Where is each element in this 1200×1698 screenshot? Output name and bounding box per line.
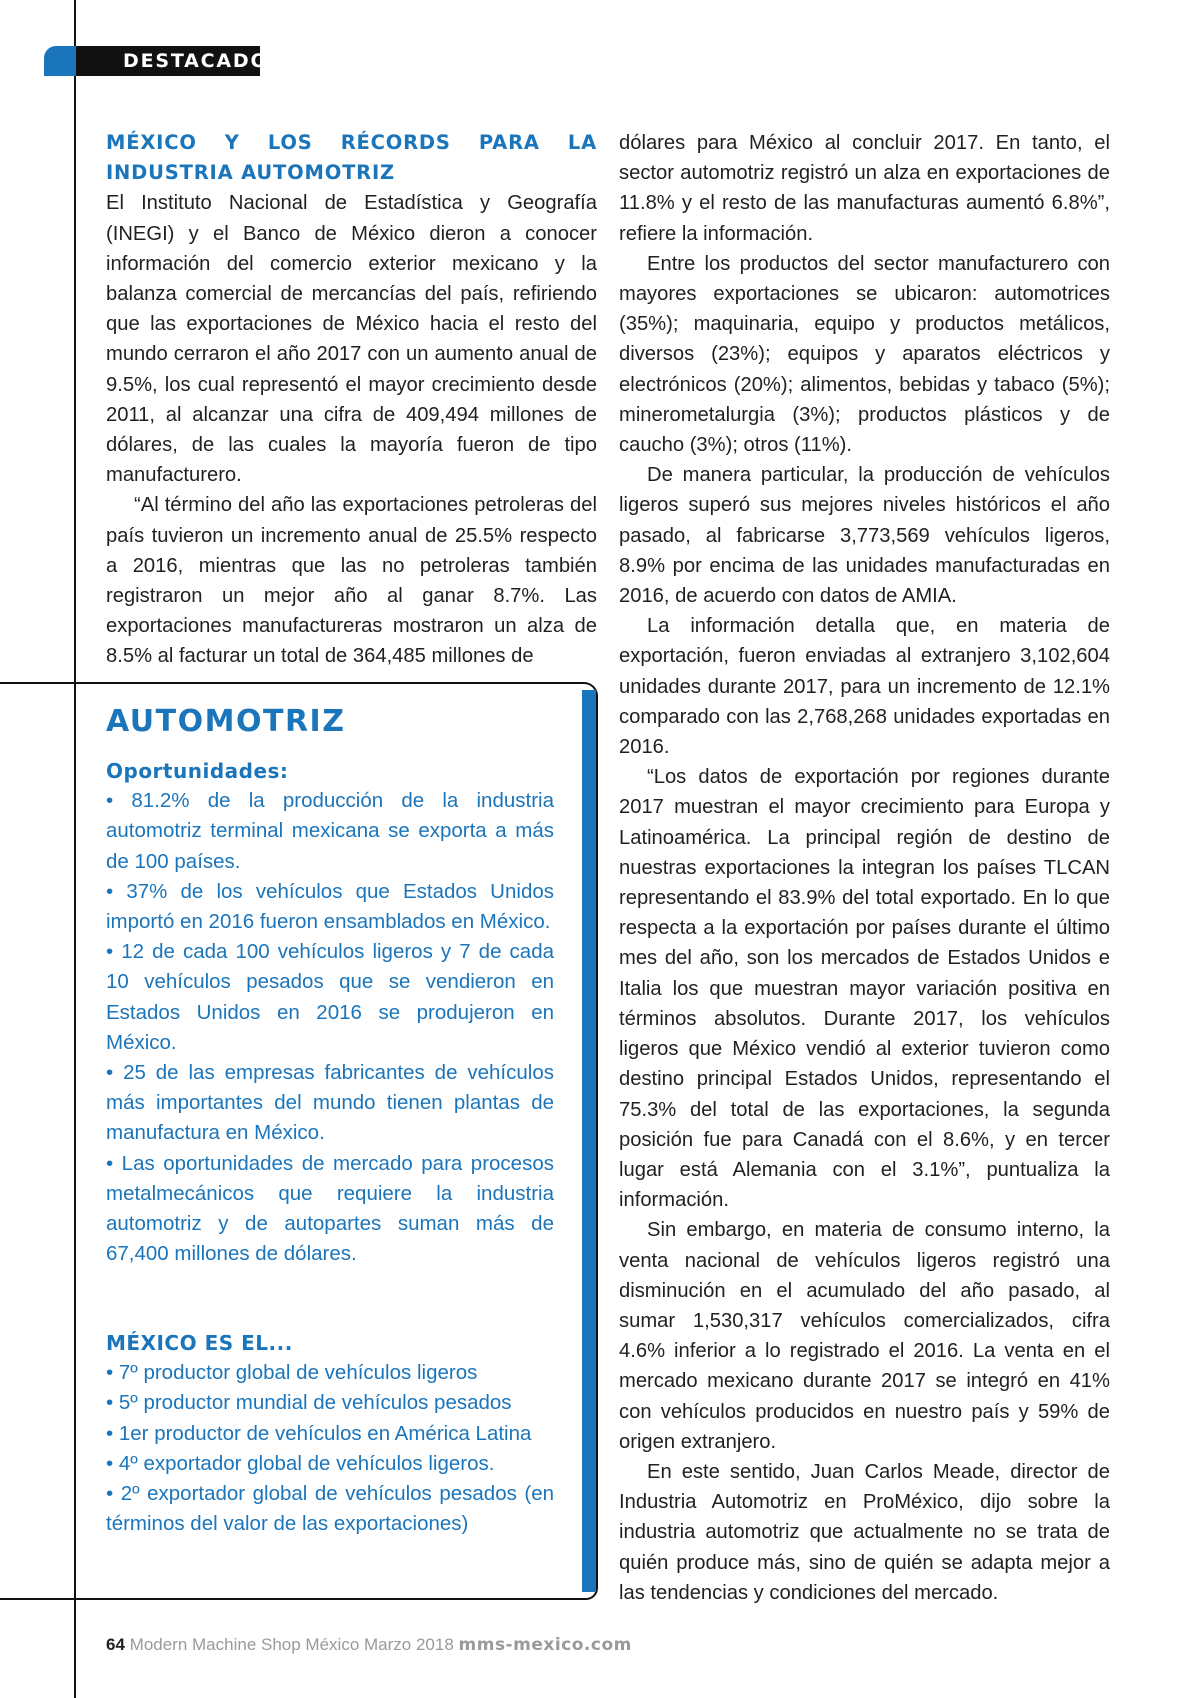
article-paragraph: Sin embargo, en materia de consumo interno, la venta nacional de vehículos ligeros registró una disminución en el acumulado del año pasado, al sumar 1,530,317 vehículos comercializados, cifra 4.6% inferior a lo registrado el 2016. La venta en el mercado mexicano durante 2017 se integró en 41% con vehículos producidos en nuestro país y 59% de origen extranjero. <box>619 1219 1110 1453</box>
list-item: • 37% de los vehículos que Estados Unidos importó en 2016 fueron ensamblados en México. <box>106 879 554 934</box>
website-link[interactable]: mms-mexico.com <box>458 1635 632 1655</box>
mexico-ranking-list <box>106 1328 554 1539</box>
section-tag-label: DESTACADOS <box>123 50 284 72</box>
article-paragraph: En este sentido, Juan Carlos Meade, director de Industria Automotriz en ProMéxico, dijo sobre la industria automotriz que actualmente no se trata de quién produce más, sino de quién se adapta mejor a las tendencias y condiciones del mercado. <box>619 1460 1110 1604</box>
list-item: • 7º productor global de vehículos ligeros <box>106 1361 478 1385</box>
page-footer <box>106 1635 632 1655</box>
sidebar-accent-bar <box>582 690 596 1592</box>
opportunities-heading: Oportunidades: <box>106 759 289 783</box>
sidebar-title: AUTOMOTRIZ <box>106 704 346 739</box>
list-item: • 81.2% de la producción de la industria automotriz terminal mexicana se exporta a más de 100 países. <box>106 789 554 873</box>
article-paragraph: De manera particular, la producción de vehículos ligeros superó sus mejores niveles históricos el año pasado, al fabricarse 3,773,569 vehículos ligeros, 8.9% por encima de las unidades manufacturadas en 2016, de acuerdo con datos de AMIA. <box>619 464 1110 608</box>
list-item: • 1er productor de vehículos en América Latina <box>106 1421 532 1445</box>
article-column-left <box>106 128 597 672</box>
article-paragraph: Entre los productos del sector manufacturero con mayores exportaciones se ubicaron: automotrices (35%); maquinaria, equipo y productos metálicos, diversos (23%); equipos y aparatos eléctricos y electrónicos (20%); alimentos, bebidas y tabaco (5%); minerometalurgia (3%); productos plásticos y de caucho (3%); otros (11%). <box>619 252 1110 457</box>
page-number: 64 <box>106 1635 125 1654</box>
list-item: • 25 de las empresas fabricantes de vehículos más importantes del mundo tienen plantas de manufactura en México. <box>106 1061 554 1145</box>
article-heading: MÉXICO Y LOS RÉCORDS PARA LA INDUSTRIA AUTOMOTRIZ <box>106 131 597 185</box>
list-item: • Las oportunidades de mercado para procesos metalmecánicos que requiere la industria automotriz y de autopartes suman más de 67,400 millones de dólares. <box>106 1151 554 1266</box>
list-item: • 4º exportador global de vehículos ligeros. <box>106 1451 495 1475</box>
list-item: • 5º productor mundial de vehículos pesados <box>106 1391 512 1415</box>
article-paragraph: La información detalla que, en materia de exportación, fueron enviadas al extranjero 3,102,604 unidades durante 2017, para un incremento de 12.1% comparado con las 2,768,268 unidades exportadas en 2016. <box>619 615 1110 759</box>
opportunities-list <box>106 756 554 1269</box>
list-item: • 2º exportador global de vehículos pesados (en términos del valor de las exportaciones) <box>106 1482 554 1536</box>
mexico-heading: MÉXICO ES EL... <box>106 1331 293 1355</box>
article-paragraph: El Instituto Nacional de Estadística y Geografía (INEGI) y el Banco de México dieron a conocer información del comercio exterior mexicano y la balanza comercial de mercancías del país, refiriendo que las exportaciones de México hacia el resto del mundo cerraron el año 2017 con un aumento anual de 9.5%, los cual representó el mayor crecimiento desde 2011, al alcanzar una cifra de 409,494 millones de dólares, de las cuales la mayoría fueron de tipo manufacturero. <box>106 192 597 487</box>
publication-name: Modern Machine Shop México Marzo 2018 <box>129 1635 454 1654</box>
article-column-right <box>619 128 1110 1608</box>
article-paragraph: “Los datos de exportación por regiones durante 2017 muestran el mayor crecimiento para Europa y Latinoamérica. La principal región de destino de nuestras exportaciones la integran los países TLCAN representando el 83.9% del total exportado. En lo que respecta a la exportación por países durante el último mes del año, son los mercados de Estados Unidos e Italia los que muestran mayor variación positiva en términos absolutos. Durante 2017, los vehículos ligeros que México vendió al exterior tuvieron como destino principal Estados Unidos, representando el 75.3% del total de las exportaciones, la segunda posición fue para Canadá con el 8.6%, y en tercer lugar está Alemania con el 3.1%”, puntualiza la información. <box>619 766 1110 1212</box>
list-item: • 12 de cada 100 vehículos ligeros y 7 de cada 10 vehículos pesados que se vendieron en Estados Unidos en 2016 se produjeron en México. <box>106 940 554 1054</box>
article-paragraph: “Al término del año las exportaciones petroleras del país tuvieron un incremento anual de 25.5% respecto a 2016, mientras que las no petroleras también registraron un mejor año al ganar 8.7%. Las exportaciones manufactureras mostraron un alza de 8.5% al facturar un total de 364,485 millones de <box>106 494 597 668</box>
article-paragraph: dólares para México al concluir 2017. En tanto, el sector automotriz registró un alza en exportaciones de 11.8% y el resto de las manufacturas aumentó 6.8%”, refiere la información. <box>619 132 1110 245</box>
section-tag <box>44 46 284 76</box>
